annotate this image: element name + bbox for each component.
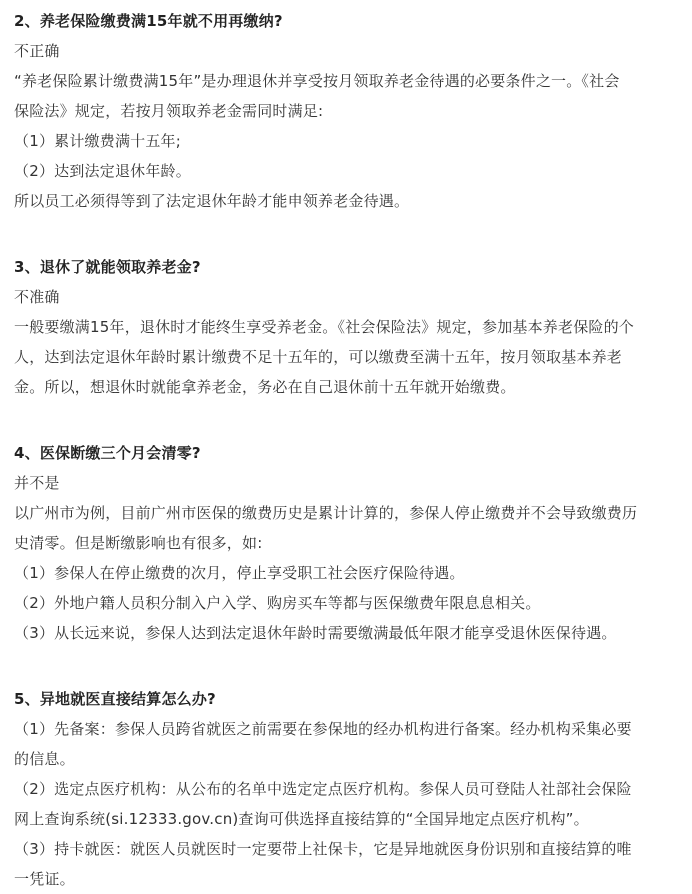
paragraph-line: “养老保险累计缴费满15年”是办理退休并享受按月领取养老金待遇的必要条件之一。《社会 [14,72,620,90]
paragraph-line: 人，达到法定退休年龄时累计缴费不足十五年的，可以缴费至满十五年，按月领取基本养老 [14,348,623,366]
list-item: （2）达到法定退休年龄。 [14,162,191,180]
paragraph-line: 金。所以，想退休时就能拿养老金，务必在自己退休前十五年就开始缴费。 [14,378,516,396]
section-heading: 3、退休了就能领取养老金? [14,258,201,276]
section-spacer [14,402,684,432]
article-body [14,0,684,894]
list-item: （3）从长远来说，参保人达到法定退休年龄时需要缴满最低年限才能享受退休医保待遇。 [14,624,617,642]
section-spacer [14,648,684,678]
list-item: （2）外地户籍人员积分制入户入学、购房买车等都与医保缴费年限息息相关。 [14,594,541,612]
list-item: （1）累计缴费满十五年; [14,132,181,150]
paragraph-line: 史清零。但是断缴影响也有很多，如: [14,534,263,552]
paragraph-line: 的信息。 [14,750,75,768]
paragraph-line: 一般要缴满15年，退休时才能终生享受养老金。《社会保险法》规定，参加基本养老保险的个 [14,318,634,336]
section-heading: 5、异地就医直接结算怎么办? [14,690,216,708]
paragraph-line: 保险法》规定，若按月领取养老金需同时满足: [14,102,324,120]
section-heading: 2、养老保险缴费满15年就不用再缴纳? [14,12,283,30]
answer-text: 并不是 [14,474,60,492]
list-item: （3）持卡就医：就医人员就医时一定要带上社保卡，它是异地就医身份识别和直接结算的唯 [14,840,632,858]
answer-text: 不准确 [14,288,60,306]
paragraph-line: 一凭证。 [14,870,75,888]
list-item: （1）参保人在停止缴费的次月，停止享受职工社会医疗保险待遇。 [14,564,465,582]
section-heading: 4、医保断缴三个月会清零? [14,444,201,462]
paragraph-line: 以广州市为例，目前广州市医保的缴费历史是累计计算的，参保人停止缴费并不会导致缴费历 [14,504,638,522]
paragraph-line: 所以员工必须得等到了法定退休年龄才能申领养老金待遇。 [14,192,410,210]
answer-text: 不正确 [14,42,60,60]
section-spacer [14,216,684,246]
list-item: （2）选定点医疗机构：从公布的名单中选定定点医疗机构。参保人员可登陆人社部社会保险 [14,780,632,798]
list-item: （1）先备案：参保人员跨省就医之前需要在参保地的经办机构进行备案。经办机构采集必要 [14,720,632,738]
paragraph-line: 网上查询系统(si.12333.gov.cn)查询可供选择直接结算的“全国异地定点医疗机构”。 [14,810,589,828]
